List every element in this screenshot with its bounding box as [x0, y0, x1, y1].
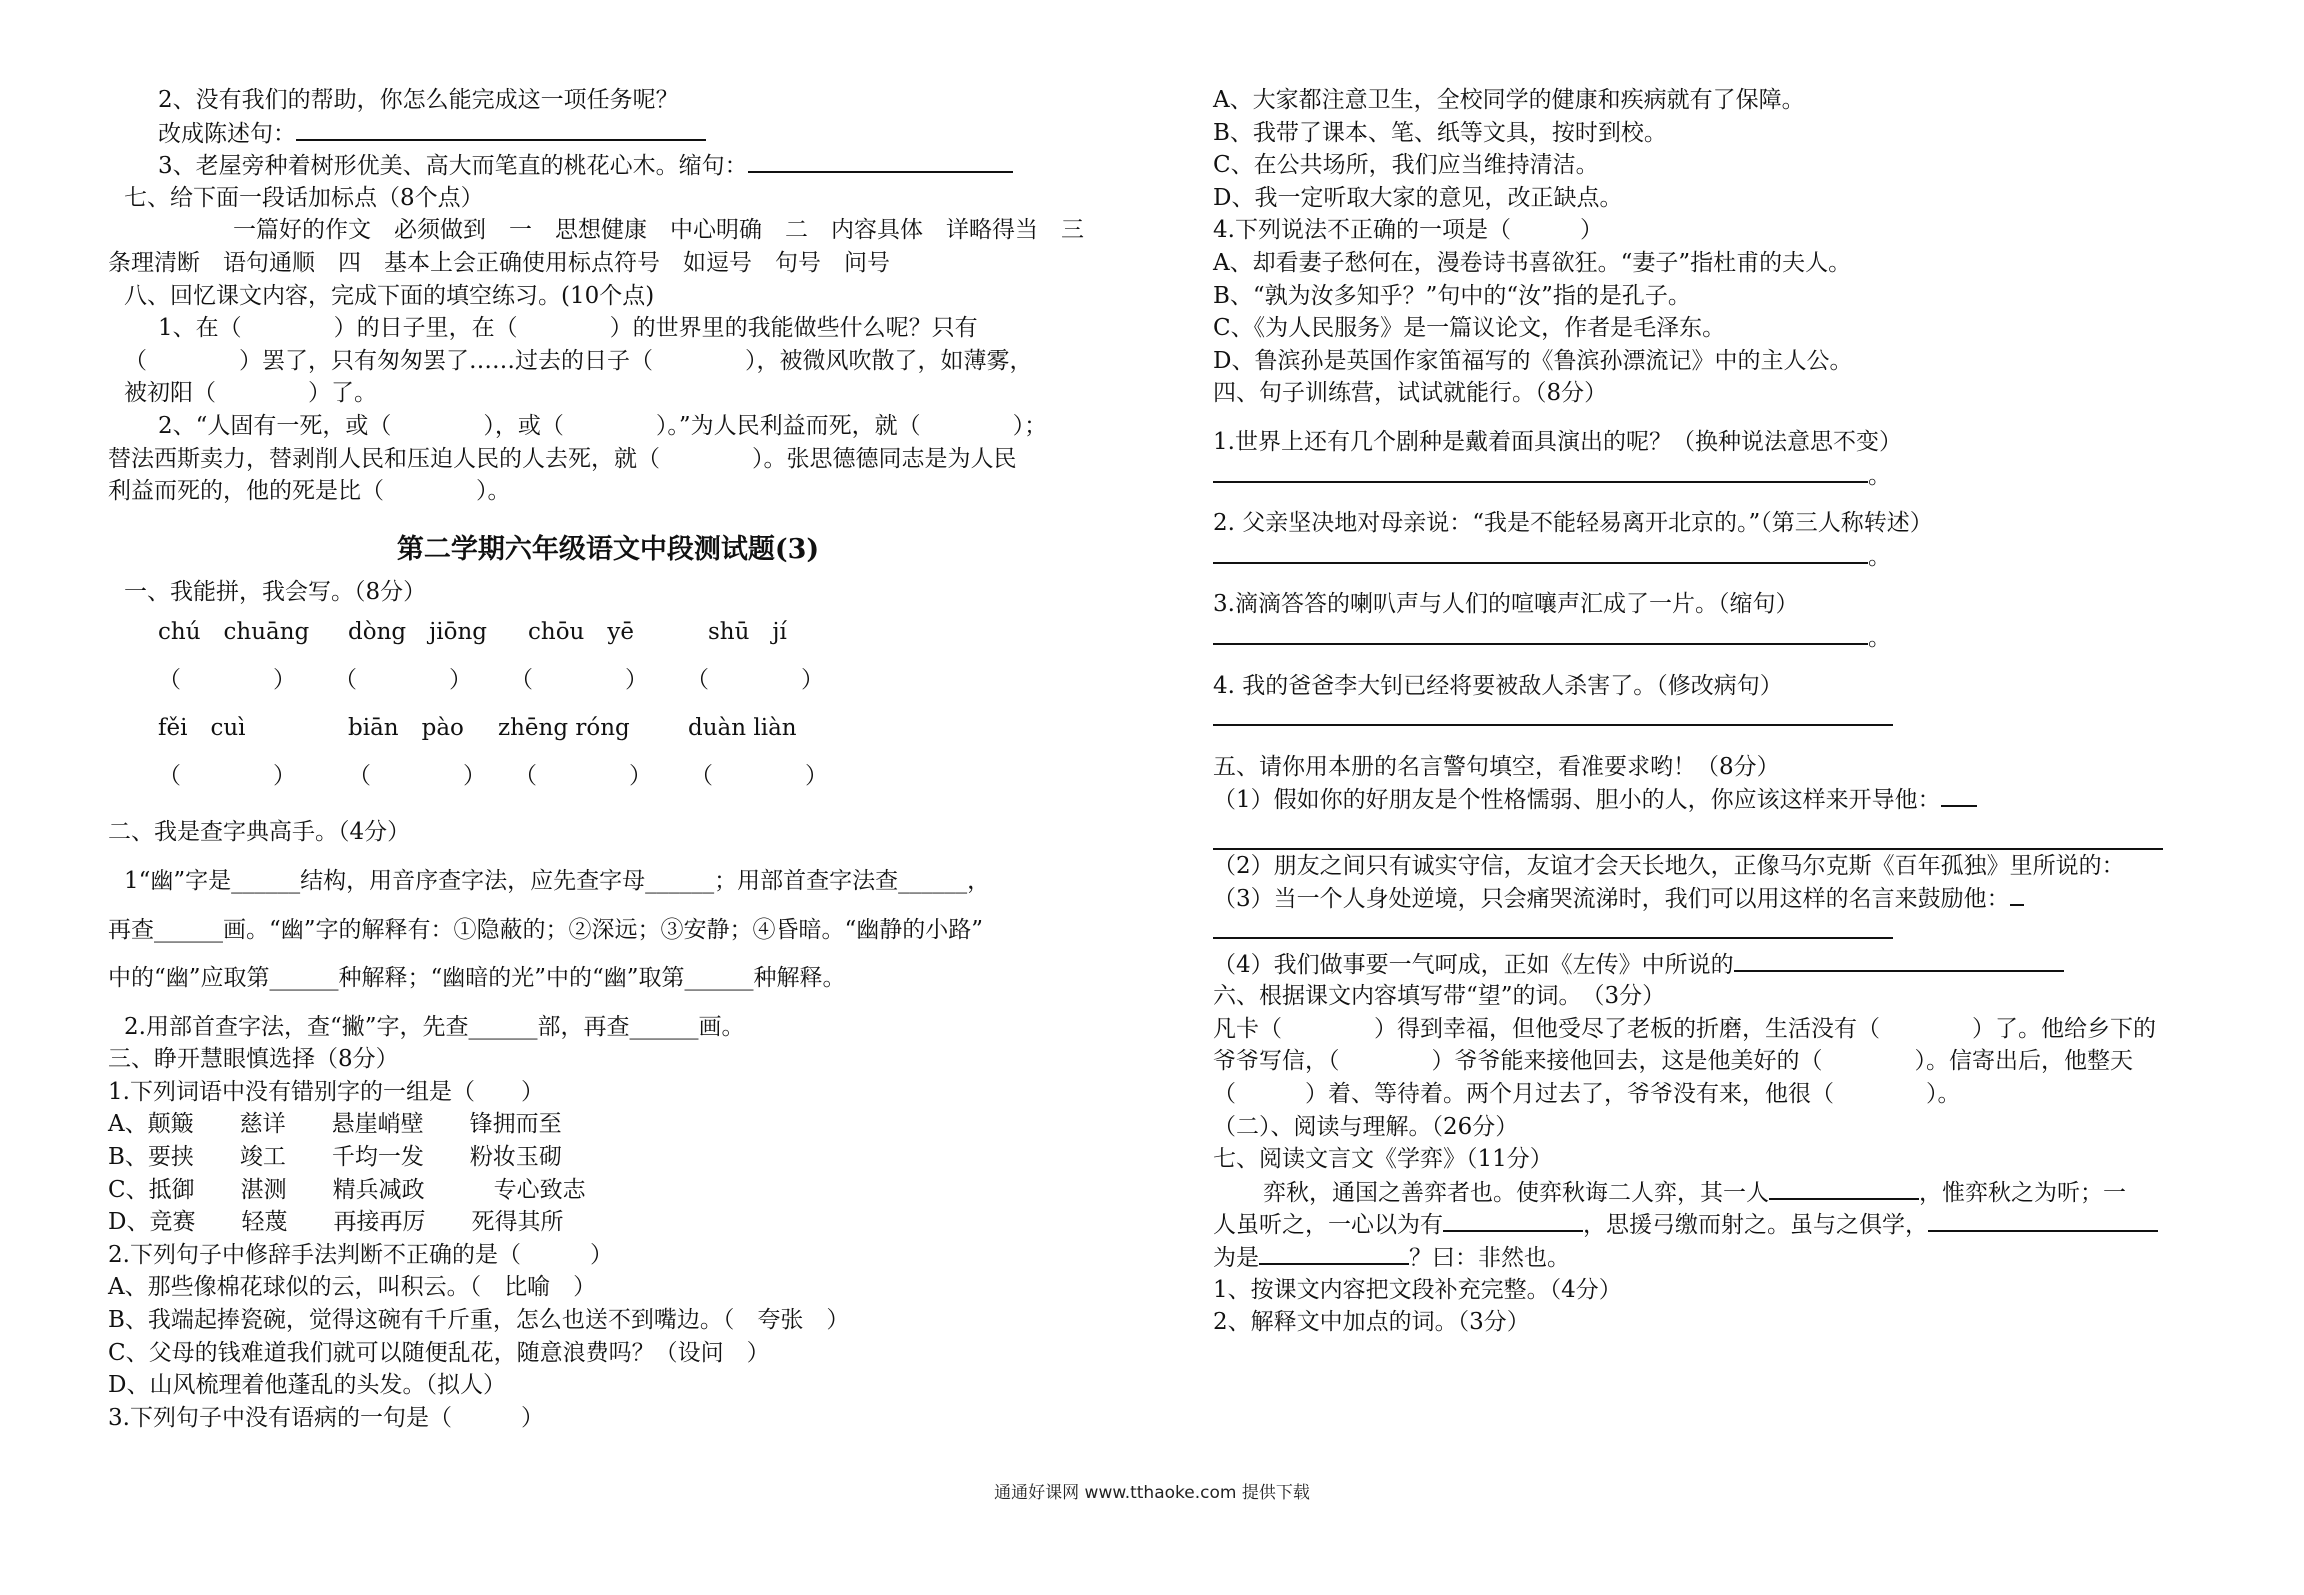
part-2-heading: 二、我是查字典高手。（4分）: [108, 819, 411, 846]
choice-option: B、“孰为汝多知乎？”句中的“汝”指的是孔子。: [1213, 282, 1691, 309]
sentence-q4-answer: [1213, 702, 2223, 735]
reading-section-heading: （二）、阅读与理解。（26分）: [1213, 1113, 1519, 1140]
choice-option: C、父母的钱难道我们就可以随便乱花，随意浪费吗？（设问 ）: [108, 1339, 770, 1366]
recall-item-2b: 替法西斯卖力，替剥削人民和压迫人民的人去死，就（ ）。张思德德同志是为人民: [108, 445, 1017, 472]
choice-option: A、却看妻子愁何在，漫卷诗书喜欲狂。“妻子”指杜甫的夫人。: [1213, 249, 1852, 276]
recall-item-1c: 被初阳（ ）了。: [124, 380, 377, 407]
sentence-q4: 4. 我的爸爸李大钊已经将要被敌人杀害了。（修改病句）: [1213, 672, 1783, 699]
answer-line[interactable]: [1213, 915, 1893, 939]
recall-item-2a: 2、“人固有一死，或（ ），或（ ）。”为人民利益而死，就（ ）；: [158, 412, 1048, 439]
quote-q3-answer: [1213, 915, 2223, 948]
classical-text-3: 为是 ？曰：非然也。: [1213, 1241, 2223, 1274]
answer-blank[interactable]: [1769, 1176, 1919, 1200]
quote-q3: （3）当一个人身处逆境，只会痛哭流涕时，我们可以用这样的名言来鼓励他：: [1213, 882, 2223, 915]
part-6-heading: 六、根据课文内容填写带“望”的词。 （3分）: [1213, 983, 1666, 1010]
choice-option: A、大家都注意卫生，全校同学的健康和疾病就有了保障。: [1213, 87, 1805, 113]
classical-text-2: 人虽听之，一心以为有 ，思援弓缴而射之。虽与之俱学，: [1213, 1208, 2223, 1241]
part-3-heading: 三、睁开慧眼慎选择（8分）: [108, 1046, 399, 1073]
char-answer-box[interactable]: （ ）: [514, 763, 652, 790]
sentence-q2: 2. 父亲坚决地对母亲说：“我是不能轻易离开北京的。”（第三人称转述）: [1213, 510, 1933, 537]
choice-option: C、《为人民服务》是一篇议论文，作者是毛泽东。: [1213, 315, 1726, 342]
reading-q2: 2、解释文中加点的词。（3分）: [1213, 1309, 1530, 1336]
answer-row-1: [108, 656, 1108, 704]
answer-line[interactable]: [1213, 459, 1868, 483]
answer-line[interactable]: [1213, 540, 1868, 564]
wang-fill-1: 凡卡（ ）得到幸福，但他受尽了老板的折磨，生活没有（ ）了。他给乡下的: [1213, 1015, 2156, 1042]
reading-q1: 1、按课文内容把文段补充完整。（4分）: [1213, 1276, 1622, 1303]
pinyin: dòng jiōng: [348, 619, 487, 646]
q6-item-3: 3、老屋旁种着树形优美、高大而笔直的桃花心木。缩句：: [108, 149, 1108, 182]
choice-option: B、要挟 竣工 千均一发 粉妆玉砌: [108, 1144, 562, 1171]
pinyin: duàn liàn: [688, 715, 797, 742]
pinyin-row-1: [108, 608, 1108, 656]
choice-option: C、抵御 湛测 精兵减政 专心致志: [108, 1176, 586, 1203]
pinyin: zhēng róng: [498, 715, 630, 742]
quote-q1-answer-line[interactable]: [1213, 816, 2163, 850]
choice-option: A、颠簸 慈详 悬崖峭壁 锋拥而至: [108, 1111, 562, 1138]
quote-q4: （4）我们做事要一气呵成，正如《左传》中所说的: [1213, 948, 2223, 981]
choice-option: D、鲁滨孙是英国作家笛福写的《鲁滨孙漂流记》中的主人公。: [1213, 347, 1853, 374]
answer-blank[interactable]: [1928, 1208, 2158, 1232]
pinyin: biān pào: [348, 715, 464, 742]
sentence-q3: 3.滴滴答答的喇叭声与人们的喧嚷声汇成了一片。（缩句）: [1213, 591, 1799, 618]
pinyin: chú chuāng: [158, 619, 310, 646]
dictionary-q2: 2.用部首查字法，查“撇”字，先查______部，再查______画。: [124, 1013, 745, 1040]
section-7-heading: 七、给下面一段话加标点（8个点）: [124, 184, 484, 211]
answer-line[interactable]: [1213, 702, 1893, 726]
pinyin: shū jí: [708, 619, 787, 646]
wang-fill-2: 爷爷写信，（ ）爷爷能来接他回去，这是他美好的（ ）。信寄出后，他整天: [1213, 1048, 2133, 1075]
pinyin-row-2: [108, 704, 1108, 752]
quote-q1: （1）假如你的好朋友是个性格懦弱、胆小的人，你应该这样来开导他：: [1213, 783, 2223, 816]
pinyin: chōu yē: [528, 619, 634, 646]
punctuation-text-1: 一篇好的作文 必须做到 一 思想健康 中心明确 二 内容具体 详略得当 三: [233, 217, 1084, 244]
part-7-heading: 七、阅读文言文《学弈》（11分）: [1213, 1146, 1553, 1173]
choice-option: B、我带了课本、笔、纸等文具，按时到校。: [1213, 119, 1667, 146]
choice-option: D、竞赛 轻蔑 再接再厉 死得其所: [108, 1209, 564, 1236]
wang-fill-3: （ ）着、等待着。两个月过去了，爷爷没有来，他很（ ）。: [1213, 1081, 1961, 1108]
q6-item-2: 2、没有我们的帮助，你怎么能完成这一项任务呢？: [158, 87, 679, 113]
recall-item-2c: 利益而死的，他的死是比（ ）。: [108, 478, 511, 505]
char-answer-box[interactable]: （ ）: [690, 763, 828, 790]
exam-title: 第二学期六年级语文中段测试题(3): [396, 533, 820, 565]
part-4-heading: 四、句子训练营，试试就能行。（8分）: [1213, 380, 1608, 407]
char-answer-box[interactable]: （ ）: [334, 667, 472, 694]
part-5-heading: 五、请你用本册的名言警句填空，看准要求哟！（8分）: [1213, 753, 1780, 780]
right-column: [1213, 84, 2223, 1339]
answer-row-2: [108, 752, 1108, 800]
dictionary-q1a: 1“幽”字是______结构，用音序查字法，应先查字母______；用部首查字法查______，: [124, 867, 991, 894]
sentence-q2-answer: 。: [1213, 540, 2223, 573]
choice-option: B、我端起捧瓷碗，觉得这碗有千斤重，怎么也送不到嘴边。（ 夸张 ）: [108, 1307, 850, 1334]
answer-blank[interactable]: [748, 149, 1013, 173]
pinyin: fěi cuì: [158, 715, 246, 742]
answer-blank[interactable]: [296, 117, 706, 141]
answer-blank[interactable]: [1443, 1208, 1583, 1232]
q6-item-2-answer: 改成陈述句：: [108, 117, 1108, 150]
dictionary-q1b: 再查______画。“幽”字的解释有：①隐蔽的；②深远；③安静；④昏暗。“幽静的小路”: [108, 916, 984, 943]
char-answer-box[interactable]: （ ）: [158, 763, 296, 790]
choice-option: D、我一定听取大家的意见，改正缺点。: [1213, 184, 1623, 211]
choice-q1: 1.下列词语中没有错别字的一组是（ ）: [108, 1078, 544, 1105]
choice-option: D、山风梳理着他蓬乱的头发。（拟人）: [108, 1372, 506, 1399]
choice-q2: 2.下列句子中修辞手法判断不正确的是（ ）: [108, 1241, 613, 1268]
answer-blank[interactable]: [1259, 1241, 1409, 1265]
recall-item-1a: 1、在（ ）的日子里，在（ ）的世界里的我能做些什么呢？只有: [158, 315, 978, 342]
sentence-q1: 1.世界上还有几个剧种是戴着面具演出的呢？（换种说法意思不变）: [1213, 428, 1902, 455]
char-answer-box[interactable]: （ ）: [686, 667, 824, 694]
answer-blank[interactable]: [1734, 948, 2064, 972]
choice-option: A、那些像棉花球似的云，叫积云。（ 比喻 ）: [108, 1274, 597, 1301]
answer-blank[interactable]: [2010, 882, 2024, 906]
answer-blank[interactable]: [1941, 783, 1977, 807]
quote-q2: （2）朋友之间只有诚实守信，友谊才会天长地久，正像马尔克斯《百年孤独》里所说的：: [1213, 852, 2125, 879]
char-answer-box[interactable]: （ ）: [510, 667, 648, 694]
char-answer-box[interactable]: （ ）: [348, 763, 486, 790]
choice-q3: 3.下列句子中没有语病的一句是（ ）: [108, 1404, 544, 1431]
page-footer: 通通好课网 www.tthaoke.com 提供下载: [994, 1483, 1310, 1503]
answer-line[interactable]: [1213, 621, 1868, 645]
sentence-q1-answer: 。: [1213, 459, 2223, 492]
punctuation-text-2: 条理清断 语句通顺 四 基本上会正确使用标点符号 如逗号 句号 问号: [108, 249, 890, 276]
choice-q4: 4.下列说法不正确的一项是（ ）: [1213, 217, 1603, 244]
section-8-heading: 八、回忆课文内容，完成下面的填空练习。(10个点): [124, 282, 655, 309]
choice-option: C、在公共场所，我们应当维持清洁。: [1213, 152, 1599, 179]
recall-item-1b: （ ）罢了，只有匆匆罢了……过去的日子（ ），被微风吹散了，如薄雾，: [124, 347, 1033, 374]
left-column: [108, 84, 1108, 1434]
dictionary-q1c: 中的“幽”应取第______种解释；“幽暗的光”中的“幽”取第______种解释。: [108, 965, 846, 992]
char-answer-box[interactable]: （ ）: [158, 667, 296, 694]
classical-text-1: 弈秋，通国之善弈者也。使弈秋诲二人弈，其一人 ，惟弈秋之为听；一: [1213, 1176, 2223, 1209]
sentence-q3-answer: 。: [1213, 621, 2223, 654]
part-1-heading: 一、我能拼，我会写。（8分）: [124, 578, 427, 605]
